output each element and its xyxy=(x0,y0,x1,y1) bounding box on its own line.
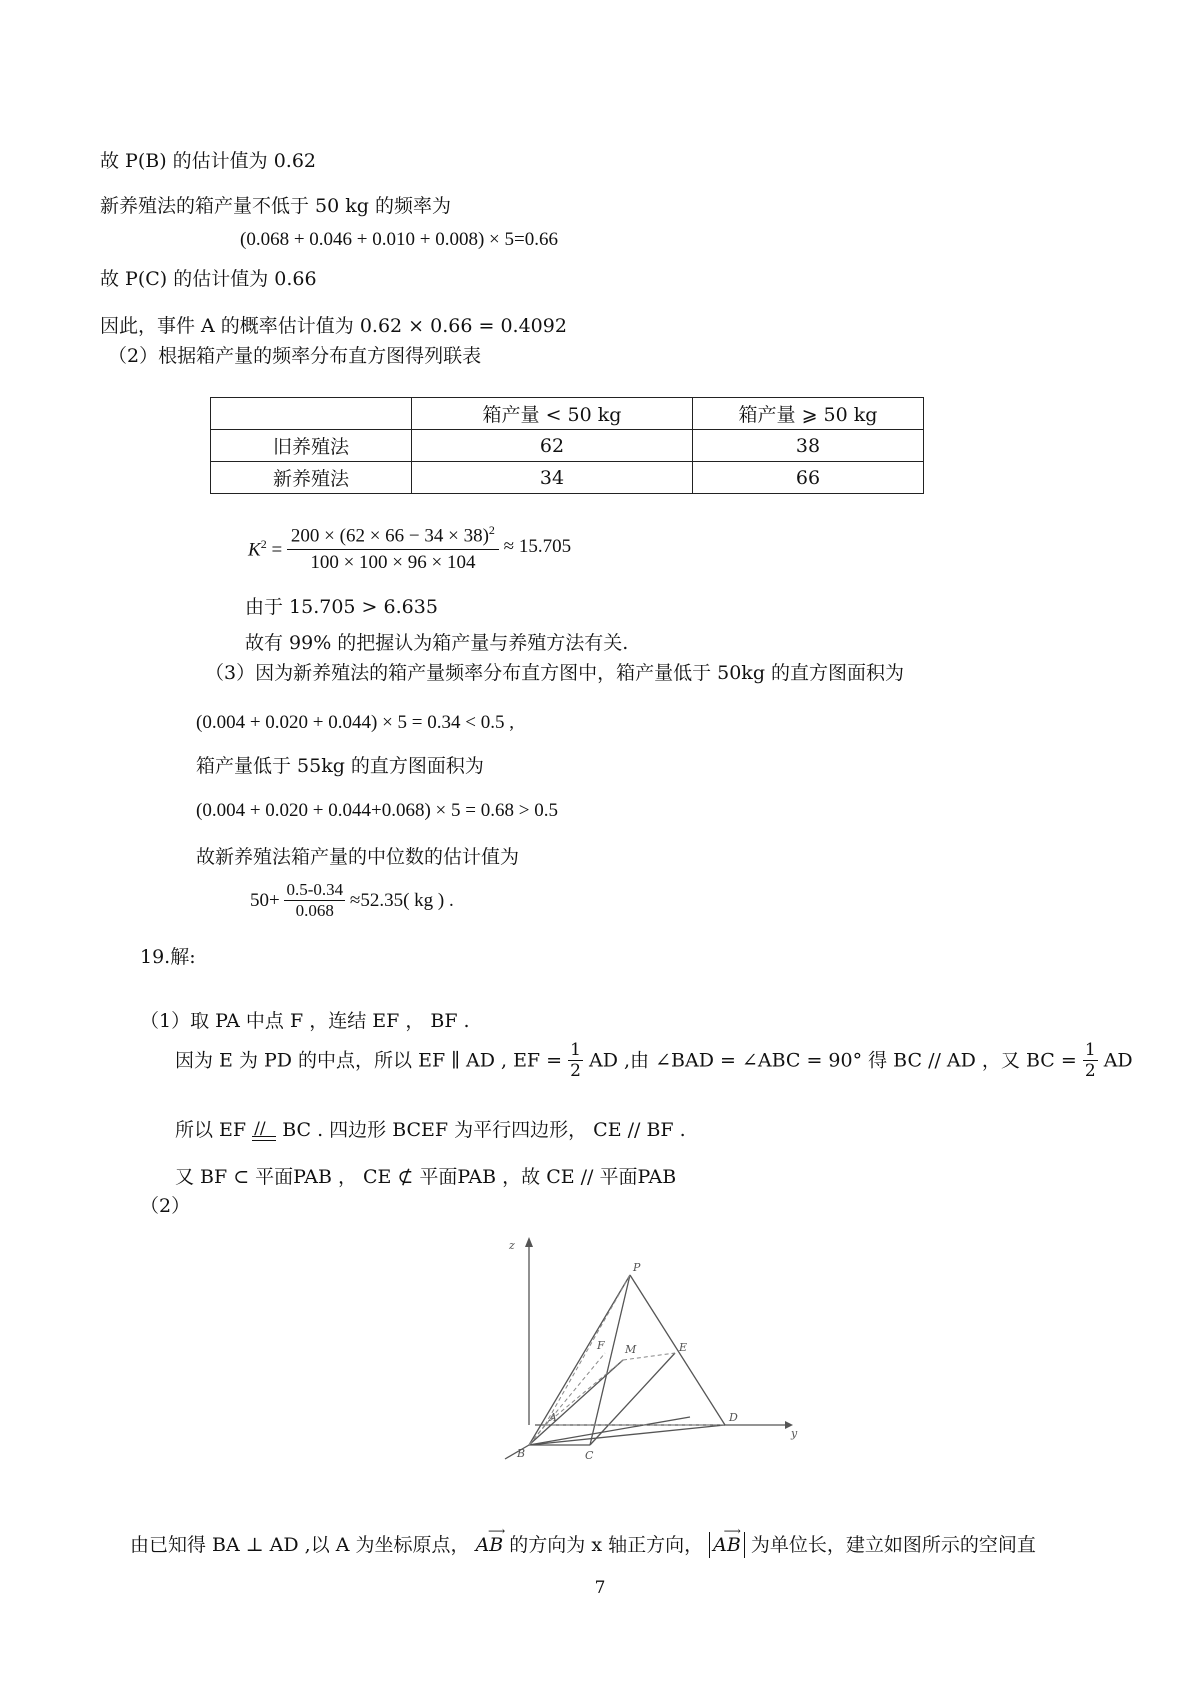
label-a: A xyxy=(549,1411,557,1424)
table-cell: 新养殖法 xyxy=(211,462,412,494)
label-y: y xyxy=(791,1427,798,1440)
proof-part-b: AD ,由 ∠BAD = ∠ABC = 90° 得 BC // AD ，又 BC = xyxy=(589,1049,1077,1072)
half-denominator: 2 xyxy=(1084,1061,1096,1081)
median-result: ≈52.35( kg ) . xyxy=(349,889,454,911)
vector-ab xyxy=(475,1524,504,1558)
table-cell xyxy=(211,398,412,430)
parallelogram-a: 所以 EF xyxy=(175,1119,247,1141)
label-f: F xyxy=(597,1339,605,1352)
vector-ab-norm-label: AB xyxy=(713,1534,741,1556)
median-fraction xyxy=(284,880,345,921)
proof-part-a: 因为 E 为 PD 的中点，所以 EF ∥ AD , EF = xyxy=(175,1049,563,1072)
k2-eq: = xyxy=(271,538,283,560)
q19-heading: 19.解: xyxy=(140,946,196,968)
line-part2: （2）根据箱产量的频率分布直方图得列联表 xyxy=(108,345,482,367)
parallelogram-b: BC . 四边形 BCEF 为平行四边形， CE // BF . xyxy=(282,1119,686,1141)
k2-lhs: K xyxy=(248,538,261,560)
line-coordinate-setup xyxy=(130,1524,1036,1558)
line-midpoint-proof xyxy=(175,1040,1133,1096)
line-area-50: (0.004 + 0.020 + 0.044) × 5 = 0.34 < 0.5 , xyxy=(196,712,514,733)
line-conclusion: 故有 99% 的把握认为箱产量与养殖方法有关. xyxy=(245,632,629,654)
edge-pd xyxy=(630,1275,725,1425)
line-area-55: (0.004 + 0.020 + 0.044+0.068) × 5 = 0.68 > 0.5 xyxy=(196,800,558,821)
contingency-table xyxy=(210,397,924,494)
table-cell: 箱产量 < 50 kg xyxy=(412,398,693,430)
label-z: z xyxy=(509,1239,515,1252)
proof-part-c: AD xyxy=(1103,1049,1133,1072)
label-p: P xyxy=(633,1261,641,1274)
line-freq-calc: (0.068 + 0.046 + 0.010 + 0.008) × 5=0.66 xyxy=(240,229,558,250)
k2-formula xyxy=(248,517,571,583)
setup-part-b: 的方向为 x 轴正方向， xyxy=(509,1534,704,1556)
label-e: E xyxy=(679,1341,688,1354)
k2-sup: 2 xyxy=(260,536,267,551)
line-new-freq: 新养殖法的箱产量不低于 50 kg 的频率为 xyxy=(100,195,451,217)
line-part3: （3）因为新养殖法的箱产量频率分布直方图中，箱产量低于 50kg 的直方图面积为 xyxy=(205,662,905,684)
line-pc: 故 P(C) 的估计值为 0.66 xyxy=(100,268,317,290)
table-cell: 66 xyxy=(693,462,924,494)
median-prefix: 50+ xyxy=(250,889,280,911)
table-cell: 箱产量 ⩾ 50 kg xyxy=(693,398,924,430)
line-part1: （1）取 PA 中点 F ，连结 EF ， BF . xyxy=(140,1010,470,1032)
line-event-a: 因此，事件 A 的概率估计值为 0.62 × 0.66 = 0.4092 xyxy=(100,315,567,337)
label-m: M xyxy=(625,1343,637,1356)
edge-bp xyxy=(529,1275,630,1445)
half-fraction xyxy=(568,1040,583,1081)
vector-ab-norm xyxy=(709,1524,745,1558)
vector-arrow-icon: ⟶ xyxy=(723,1524,741,1538)
label-b: B xyxy=(517,1447,526,1460)
k2-denominator: 100 × 100 × 96 × 104 xyxy=(310,552,476,574)
table-row xyxy=(211,430,924,462)
line-compare: 由于 15.705 > 6.635 xyxy=(245,596,438,618)
line-area-55-label: 箱产量低于 55kg 的直方图面积为 xyxy=(196,755,484,777)
half-numerator: 1 xyxy=(570,1040,581,1060)
table-cell: 旧养殖法 xyxy=(211,430,412,462)
vector-arrow-icon: ⟶ xyxy=(488,1524,504,1538)
vector-ab-label: AB xyxy=(475,1534,504,1556)
half-fraction xyxy=(1083,1040,1098,1081)
half-denominator: 2 xyxy=(570,1061,581,1081)
label-d: D xyxy=(729,1411,738,1424)
k2-num-sup: 2 xyxy=(488,523,495,537)
k2-numerator: 200 × (62 × 66 − 34 × 38) xyxy=(290,525,489,547)
edge-bm xyxy=(529,1360,623,1445)
line-pb: 故 P(B) 的估计值为 0.62 xyxy=(100,150,316,172)
parallel-equal-symbol: // xyxy=(252,1121,276,1141)
table-cell: 62 xyxy=(412,430,693,462)
median-numerator: 0.5-0.34 xyxy=(286,880,344,899)
label-c: C xyxy=(585,1449,594,1462)
k2-fraction xyxy=(287,517,499,576)
table-cell: 38 xyxy=(693,430,924,462)
line-median-label: 故新养殖法箱产量的中位数的估计值为 xyxy=(196,846,520,868)
page-number: 7 xyxy=(594,1578,606,1598)
line-part2-label: （2） xyxy=(140,1195,191,1217)
setup-part-c: 为单位长，建立如图所示的空间直 xyxy=(750,1534,1036,1556)
median-denominator: 0.068 xyxy=(295,901,334,920)
setup-part-a: 由已知得 BA ⊥ AD ,以 A 为坐标原点， xyxy=(130,1534,470,1556)
line-plane-parallel: 又 BF ⊂ 平面PAB ， CE ⊄ 平面PAB ，故 CE // 平面PAB xyxy=(175,1166,677,1188)
median-formula xyxy=(250,880,454,936)
half-numerator: 1 xyxy=(1084,1040,1096,1060)
z-arrow-icon xyxy=(525,1237,533,1247)
line-parallelogram xyxy=(175,1117,686,1143)
table-header-row xyxy=(211,398,924,430)
table-row xyxy=(211,462,924,494)
geometry-figure xyxy=(445,1235,805,1485)
table-cell: 34 xyxy=(412,462,693,494)
k2-result: ≈ 15.705 xyxy=(503,535,572,557)
